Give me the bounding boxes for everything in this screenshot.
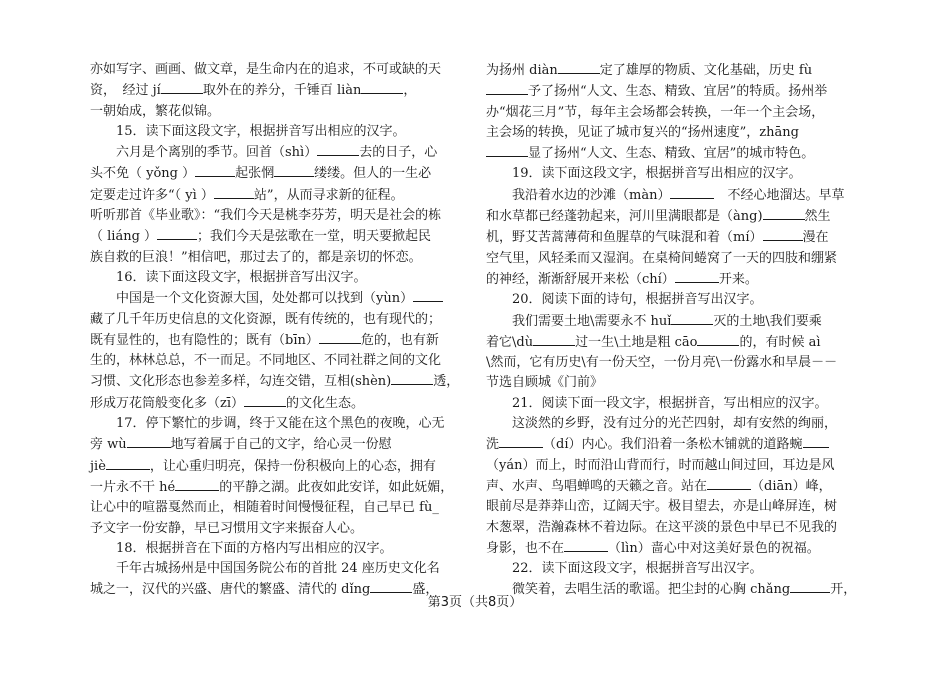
- text-segment: 过一生\土地是粗 cāo: [575, 334, 698, 350]
- answer-blank: [697, 332, 739, 346]
- text-line: [486, 143, 868, 164]
- text-segment: 的，有时候 aì: [739, 334, 821, 350]
- text-segment: 我们需要土地\需要永不 huǐ: [486, 313, 672, 329]
- text-segment: 着它\dù: [486, 334, 534, 350]
- text-segment: 我沿着水边的沙滩（màn）: [486, 187, 671, 203]
- text-segment: 六月是个离别的季节。回首（shì）: [90, 145, 318, 161]
- text-line: [486, 434, 868, 455]
- text-segment: ，让心重归明亮，保持一份积极向上的心态，拥有: [149, 458, 436, 474]
- text-segment: 缕缕。但人的一生必: [314, 166, 432, 182]
- text-segment: 定了雄厚的物质、文化基础，历史 fù: [599, 63, 813, 78]
- text-line: [486, 290, 868, 310]
- text-segment: jiè: [90, 458, 106, 474]
- text-line: [486, 414, 868, 434]
- text-segment: 形成万花筒般变化多（zī）: [90, 395, 245, 411]
- text-line: [486, 476, 868, 497]
- text-line: [90, 539, 472, 559]
- answer-blank: [317, 142, 359, 156]
- text-line: [90, 268, 472, 288]
- text-segment: 亦如写字、画画、做文章，是生命内在的追求，不可或缺的天: [90, 62, 442, 77]
- answer-blank: [671, 311, 713, 325]
- answer-blank: [803, 434, 829, 448]
- answer-blank: [214, 185, 254, 199]
- text-segment: 盛，: [412, 582, 439, 598]
- text-segment: 的文化生态。: [286, 395, 365, 411]
- text-segment: 开，: [830, 582, 857, 598]
- answer-blank: [106, 456, 150, 470]
- text-line: [486, 60, 868, 81]
- answer-blank: [486, 81, 528, 95]
- text-segment: 千年古城扬州是中国国务院公布的首批 24 座历史文化名: [90, 561, 440, 577]
- text-line: [90, 456, 472, 477]
- text-line: [486, 227, 868, 248]
- answer-blank: [707, 476, 751, 490]
- text-segment: 为扬州 diàn: [486, 63, 558, 78]
- text-segment: 一朝始成，繁花似锦。: [90, 103, 221, 119]
- text-line: [90, 102, 472, 122]
- text-line: [486, 103, 868, 123]
- text-segment: 去的日子，心: [359, 145, 438, 161]
- text-line: [90, 80, 472, 101]
- text-line: [486, 311, 868, 332]
- text-line: [90, 226, 472, 247]
- text-segment: 木葱翠，浩瀚森林不着边际。在这平淡的景色中早已不见我的: [486, 519, 838, 535]
- text-segment: 漫在: [802, 230, 829, 246]
- text-segment: 16．读下面这段文字，根据拼音写出汉字。: [90, 269, 367, 285]
- answer-blank: [161, 80, 203, 94]
- text-segment: （yán）而上，时而沿山背而行，时而越山间过回，耳边是风: [486, 457, 835, 473]
- text-segment: 19．读下面这段文字，根据拼音写出相应的汉字。: [486, 166, 802, 182]
- text-segment: 资， 经过 jí: [90, 83, 161, 99]
- text-line: [90, 122, 472, 142]
- text-segment: 21．阅读下面一段文字，根据拼音，写出相应的汉字。: [486, 395, 828, 411]
- text-segment: 18．根据拼音在下面的方格内写出相应的汉字。: [90, 540, 393, 556]
- text-segment: 透，: [433, 374, 460, 390]
- text-line: [486, 206, 868, 227]
- text-line: [90, 414, 472, 434]
- text-segment: 节选自顾城《门前》: [486, 375, 604, 391]
- text-segment: 让心中的喧嚣戛然而止，相随着时间慢慢征程，自己早已 fù_: [90, 500, 439, 516]
- text-segment: 城之一，汉代的兴盛、唐代的繁盛、清代的 dǐng: [90, 582, 371, 598]
- answer-blank: [175, 477, 219, 491]
- text-segment: 洗: [486, 437, 500, 453]
- text-segment: 族自救的巨浪！”相信吧，那过去了的，都是亲切的怀恋。: [90, 249, 422, 265]
- text-segment: 起张惘: [235, 166, 275, 182]
- text-line: [90, 310, 472, 330]
- text-segment: 身影，也不在: [486, 540, 565, 556]
- answer-blank: [244, 393, 286, 407]
- text-segment: 空气里，风轻柔而又湿润。在桌椅间蜷窝了一天的四肢和绷紧: [486, 250, 838, 266]
- text-segment: 取外在的养分，千锤百 liàn: [202, 83, 362, 99]
- text-line: [90, 351, 472, 371]
- text-line: [486, 538, 868, 559]
- text-segment: 声、水声、鸟唱蝉鸣的天籁之音。站在: [486, 478, 708, 494]
- text-segment: 的平静之湖。此夜如此安详，如此妩媚，: [219, 479, 454, 495]
- text-line: [90, 248, 472, 268]
- text-line: [486, 456, 868, 476]
- text-line: [90, 142, 472, 163]
- text-line: [486, 559, 868, 579]
- text-segment: 不经心地溜达。早草: [714, 187, 845, 203]
- text-line: [90, 330, 472, 351]
- text-segment: 听听那首《毕业歌》：“我们今天是桃李芬芳，明天是社会的栋: [90, 208, 442, 224]
- text-line: [486, 81, 868, 102]
- text-segment: 主会场的转换，见证了城市复兴的“扬州速度”，zhāng: [486, 124, 799, 140]
- text-line: [486, 185, 868, 206]
- text-segment: 定要走过许多“（ yì ）: [90, 187, 214, 203]
- text-segment: 17．停下繁忙的步调，终于又能在这个黑色的夜晚，心无: [90, 416, 445, 432]
- answer-blank: [391, 371, 433, 385]
- answer-blank: [319, 330, 361, 344]
- text-segment: 20．阅读下面的诗句，根据拼音写出汉字。: [486, 292, 763, 308]
- text-segment: 15．读下面这段文字，根据拼音写出相应的汉字。: [90, 123, 406, 139]
- text-segment: 一片永不干 hé: [90, 479, 176, 495]
- text-segment: 灭的土地\我们要乘: [713, 313, 822, 329]
- text-line: [90, 60, 472, 80]
- text-line: [486, 123, 868, 143]
- text-segment: （lìn）啬心中对这美好景色的祝福。: [608, 540, 820, 556]
- answer-blank: [763, 206, 805, 220]
- text-line: [90, 288, 472, 309]
- text-line: [486, 497, 868, 517]
- text-line: [90, 185, 472, 206]
- text-segment: 予了扬州“人文、生态、精致、宜居”的特质。扬州举: [528, 84, 828, 100]
- text-segment: 22．读下面这段文字，根据拼音写出汉字。: [486, 561, 763, 577]
- text-segment: 中国是一个文化资源大国，处处都可以找到（yùn）: [90, 291, 414, 307]
- answer-blank: [763, 227, 803, 241]
- text-segment: 的神经，渐渐舒展开来松（chí）: [486, 271, 675, 287]
- answer-blank: [195, 163, 235, 177]
- text-segment: 旁 wù: [90, 437, 127, 453]
- answer-blank: [486, 143, 528, 157]
- text-segment: （dí）内心。我们沿着一条松木铺就的道路蜿: [543, 437, 803, 453]
- text-line: [90, 559, 472, 579]
- text-line: [486, 373, 868, 393]
- text-line: [486, 269, 868, 290]
- text-line: [90, 371, 472, 392]
- text-segment: （diān）峰，: [751, 478, 832, 494]
- text-segment: ，: [403, 83, 417, 99]
- text-segment: 眼前尽是莽莽山峦，辽阔天宇。极目望去，亦是山峰屏连，树: [486, 499, 838, 515]
- text-segment: 既有显性的，也有隐性的；既有（bīn）: [90, 332, 319, 348]
- text-segment: 藏了几千年历史信息的文化资源，既有传统的，也有现代的；: [90, 311, 442, 327]
- page-footer: 第3页（共8页）: [427, 595, 523, 610]
- text-line: [90, 498, 472, 518]
- text-segment: 危的，也有新: [360, 332, 439, 348]
- text-line: [90, 206, 472, 226]
- text-segment: 习惯、文化形态也参差多样，勾连交错，互相(shèn): [90, 374, 392, 390]
- text-line: [486, 518, 868, 538]
- answer-blank: [558, 60, 600, 74]
- text-segment: 予文字一份安静，早已习惯用文字来振奋人心。: [90, 520, 364, 536]
- text-segment: 和水草都已经蓬勃起来，河川里满眼都是（àng): [486, 209, 763, 225]
- text-segment: 地写着属于自己的文字，给心灵一份慰: [170, 437, 392, 453]
- text-line: [90, 477, 472, 498]
- text-line: [486, 164, 868, 184]
- answer-blank: [533, 332, 575, 346]
- answer-blank: [361, 80, 403, 94]
- right-column: [486, 60, 868, 601]
- text-segment: 办“烟花三月”节，每年主会场都会转换，一年一个主会场，: [486, 104, 825, 120]
- text-segment: 微笑着，去唱生活的歌谣。把尘封的心胸 chǎng: [486, 582, 791, 598]
- text-line: [90, 519, 472, 539]
- text-segment: 显了扬州“人文、生态、精致、宜居”的城市特色。: [528, 146, 815, 162]
- answer-blank: [564, 538, 608, 552]
- text-line: [486, 353, 868, 373]
- text-line: [90, 434, 472, 455]
- text-line: [486, 332, 868, 353]
- answer-blank: [157, 226, 197, 240]
- text-segment: \然而，它有历史\有一份天空，一份月亮\一份露水和早晨－－: [486, 355, 838, 371]
- answer-blank: [675, 269, 719, 283]
- text-line: [486, 249, 868, 269]
- text-segment: 机，野艾苦蒿薄荷和鱼腥草的气味混和着（mí）: [486, 230, 763, 246]
- answer-blank: [274, 163, 314, 177]
- text-line: [486, 394, 868, 414]
- text-segment: 这淡然的乡野，没有过分的光芒四射，却有安然的绚丽，: [486, 416, 838, 432]
- answer-blank: [670, 185, 714, 199]
- answer-blank: [499, 434, 543, 448]
- text-segment: ；我们今天是弦歌在一堂，明天要掀起民: [197, 229, 432, 245]
- text-segment: 生的，林林总总，不一而足。不同地区、不同社群之间的文化: [90, 353, 442, 369]
- text-segment: 站”，从而寻求新的征程。: [253, 187, 404, 203]
- left-column: [90, 60, 472, 601]
- text-line: [90, 163, 472, 184]
- answer-blank: [413, 288, 443, 302]
- text-segment: 头不免（ yǒng ）: [90, 166, 196, 182]
- text-segment: 然生: [804, 209, 831, 225]
- answer-blank: [127, 434, 171, 448]
- text-line: [90, 393, 472, 414]
- text-segment: 开来。: [718, 271, 758, 287]
- text-segment: （ liáng ）: [90, 229, 158, 245]
